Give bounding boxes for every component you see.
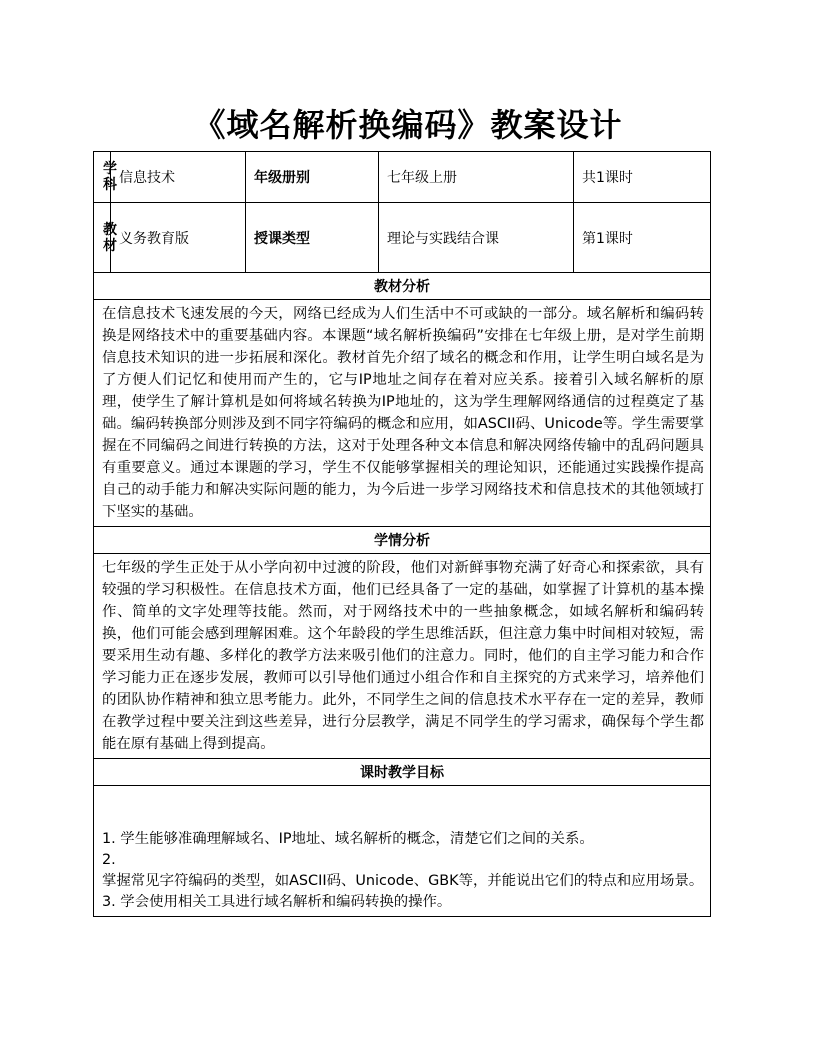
- section-heading-row: [94, 273, 711, 300]
- textbook-side-label: 教材: [103, 221, 117, 254]
- side-label-cell: [94, 152, 117, 203]
- subject-side-label: 学科: [103, 161, 117, 193]
- textbook-analysis-body: 在信息技术飞速发展的今天，网络已经成为人们生活中不可或缺的一部分。域名解析和编码转换是网络技术中的重要基础内容。本课题“域名解析换编码”安排在七年级上册，是对学生前期信息技术知识的进一步拓展和深化。教材首先介绍了域名的概念和作用，让学生明白域名是为了方便人们记忆和使用而产生的，它与IP地址之间存在着对应关系。接着引入域名解析的原理，使学生了解计算机是如何将域名转换为IP地址的，这为学生理解网络通信的过程奠定了基础。编码转换部分则涉及到不同字符编码的概念和应用，如ASCII码、Unicode等。学生需要掌握在不同编码之间进行转换的方法，这对于处理各种文本信息和解决网络传输中的乱码问题具有重要意义。通过本课题的学习，学生不仅能够掌握相关的理论知识，还能通过实践操作提高自己的动手能力和解决实际问题的能力，为今后进一步学习网络技术和信息技术的其他领域打下坚实的基础。: [94, 300, 711, 527]
- objectives-heading: 课时教学目标: [94, 759, 711, 786]
- subject-value: 信息技术: [111, 152, 246, 203]
- section-body-row: [94, 786, 711, 917]
- total-hours-value: 共1课时: [574, 152, 711, 203]
- section-heading-row: [94, 759, 711, 786]
- objectives-body: [94, 786, 711, 917]
- student-analysis-heading: 学情分析: [94, 527, 711, 554]
- textbook-value: 义务教育版: [111, 203, 246, 273]
- section-heading-row: [94, 527, 711, 554]
- student-analysis-body: 七年级的学生正处于从小学向初中过渡的阶段，他们对新鲜事物充满了好奇心和探索欲，具有较强的学习积极性。在信息技术方面，他们已经具备了一定的基础，如掌握了计算机的基本操作、简单的文字处理等技能。然而，对于网络技术中的一些抽象概念，如域名解析和编码转换，他们可能会感到理解困难。这个年龄段的学生思维活跃，但注意力集中时间相对较短，需要采用生动有趣、多样化的教学方法来吸引他们的注意力。同时，他们的自主学习能力和合作学习能力正在逐步发展，教师可以引导他们通过小组合作和自主探究的方式来学习，培养他们的团队协作精神和独立思考能力。此外，不同学生之间的信息技术水平存在一定的差异，教师在教学过程中要关注到这些差异，进行分层教学，满足不同学生的学习需求，确保每个学生都能在原有基础上得到提高。: [94, 554, 711, 759]
- section-body-row: [94, 554, 711, 759]
- textbook-analysis-heading: 教材分析: [94, 273, 711, 300]
- lesson-plan-table: [93, 151, 711, 917]
- info-row-subject: [94, 152, 711, 203]
- info-row-textbook: [94, 203, 711, 273]
- section-body-row: [94, 300, 711, 527]
- lesson-type-value: 理论与实践结合课: [379, 203, 574, 273]
- objectives-list: [102, 789, 704, 913]
- objective-item: 2.: [102, 852, 116, 868]
- objective-item: 3. 学会使用相关工具进行域名解析和编码转换的操作。: [102, 894, 452, 910]
- lesson-number-value: 第1课时: [574, 203, 711, 273]
- grade-label: 年级册别: [246, 152, 379, 203]
- objective-item: 1. 学生能够准确理解域名、IP地址、域名解析的概念，清楚它们之间的关系。: [102, 831, 594, 847]
- document-title: 《域名解析换编码》教案设计: [193, 106, 623, 144]
- grade-value: 七年级上册: [379, 152, 574, 203]
- objective-item: 掌握常见字符编码的类型，如ASCII码、Unicode、GBK等，并能说出它们的特点和应用场景。: [102, 873, 704, 889]
- side-label-cell: [94, 203, 117, 273]
- lesson-type-label: 授课类型: [246, 203, 379, 273]
